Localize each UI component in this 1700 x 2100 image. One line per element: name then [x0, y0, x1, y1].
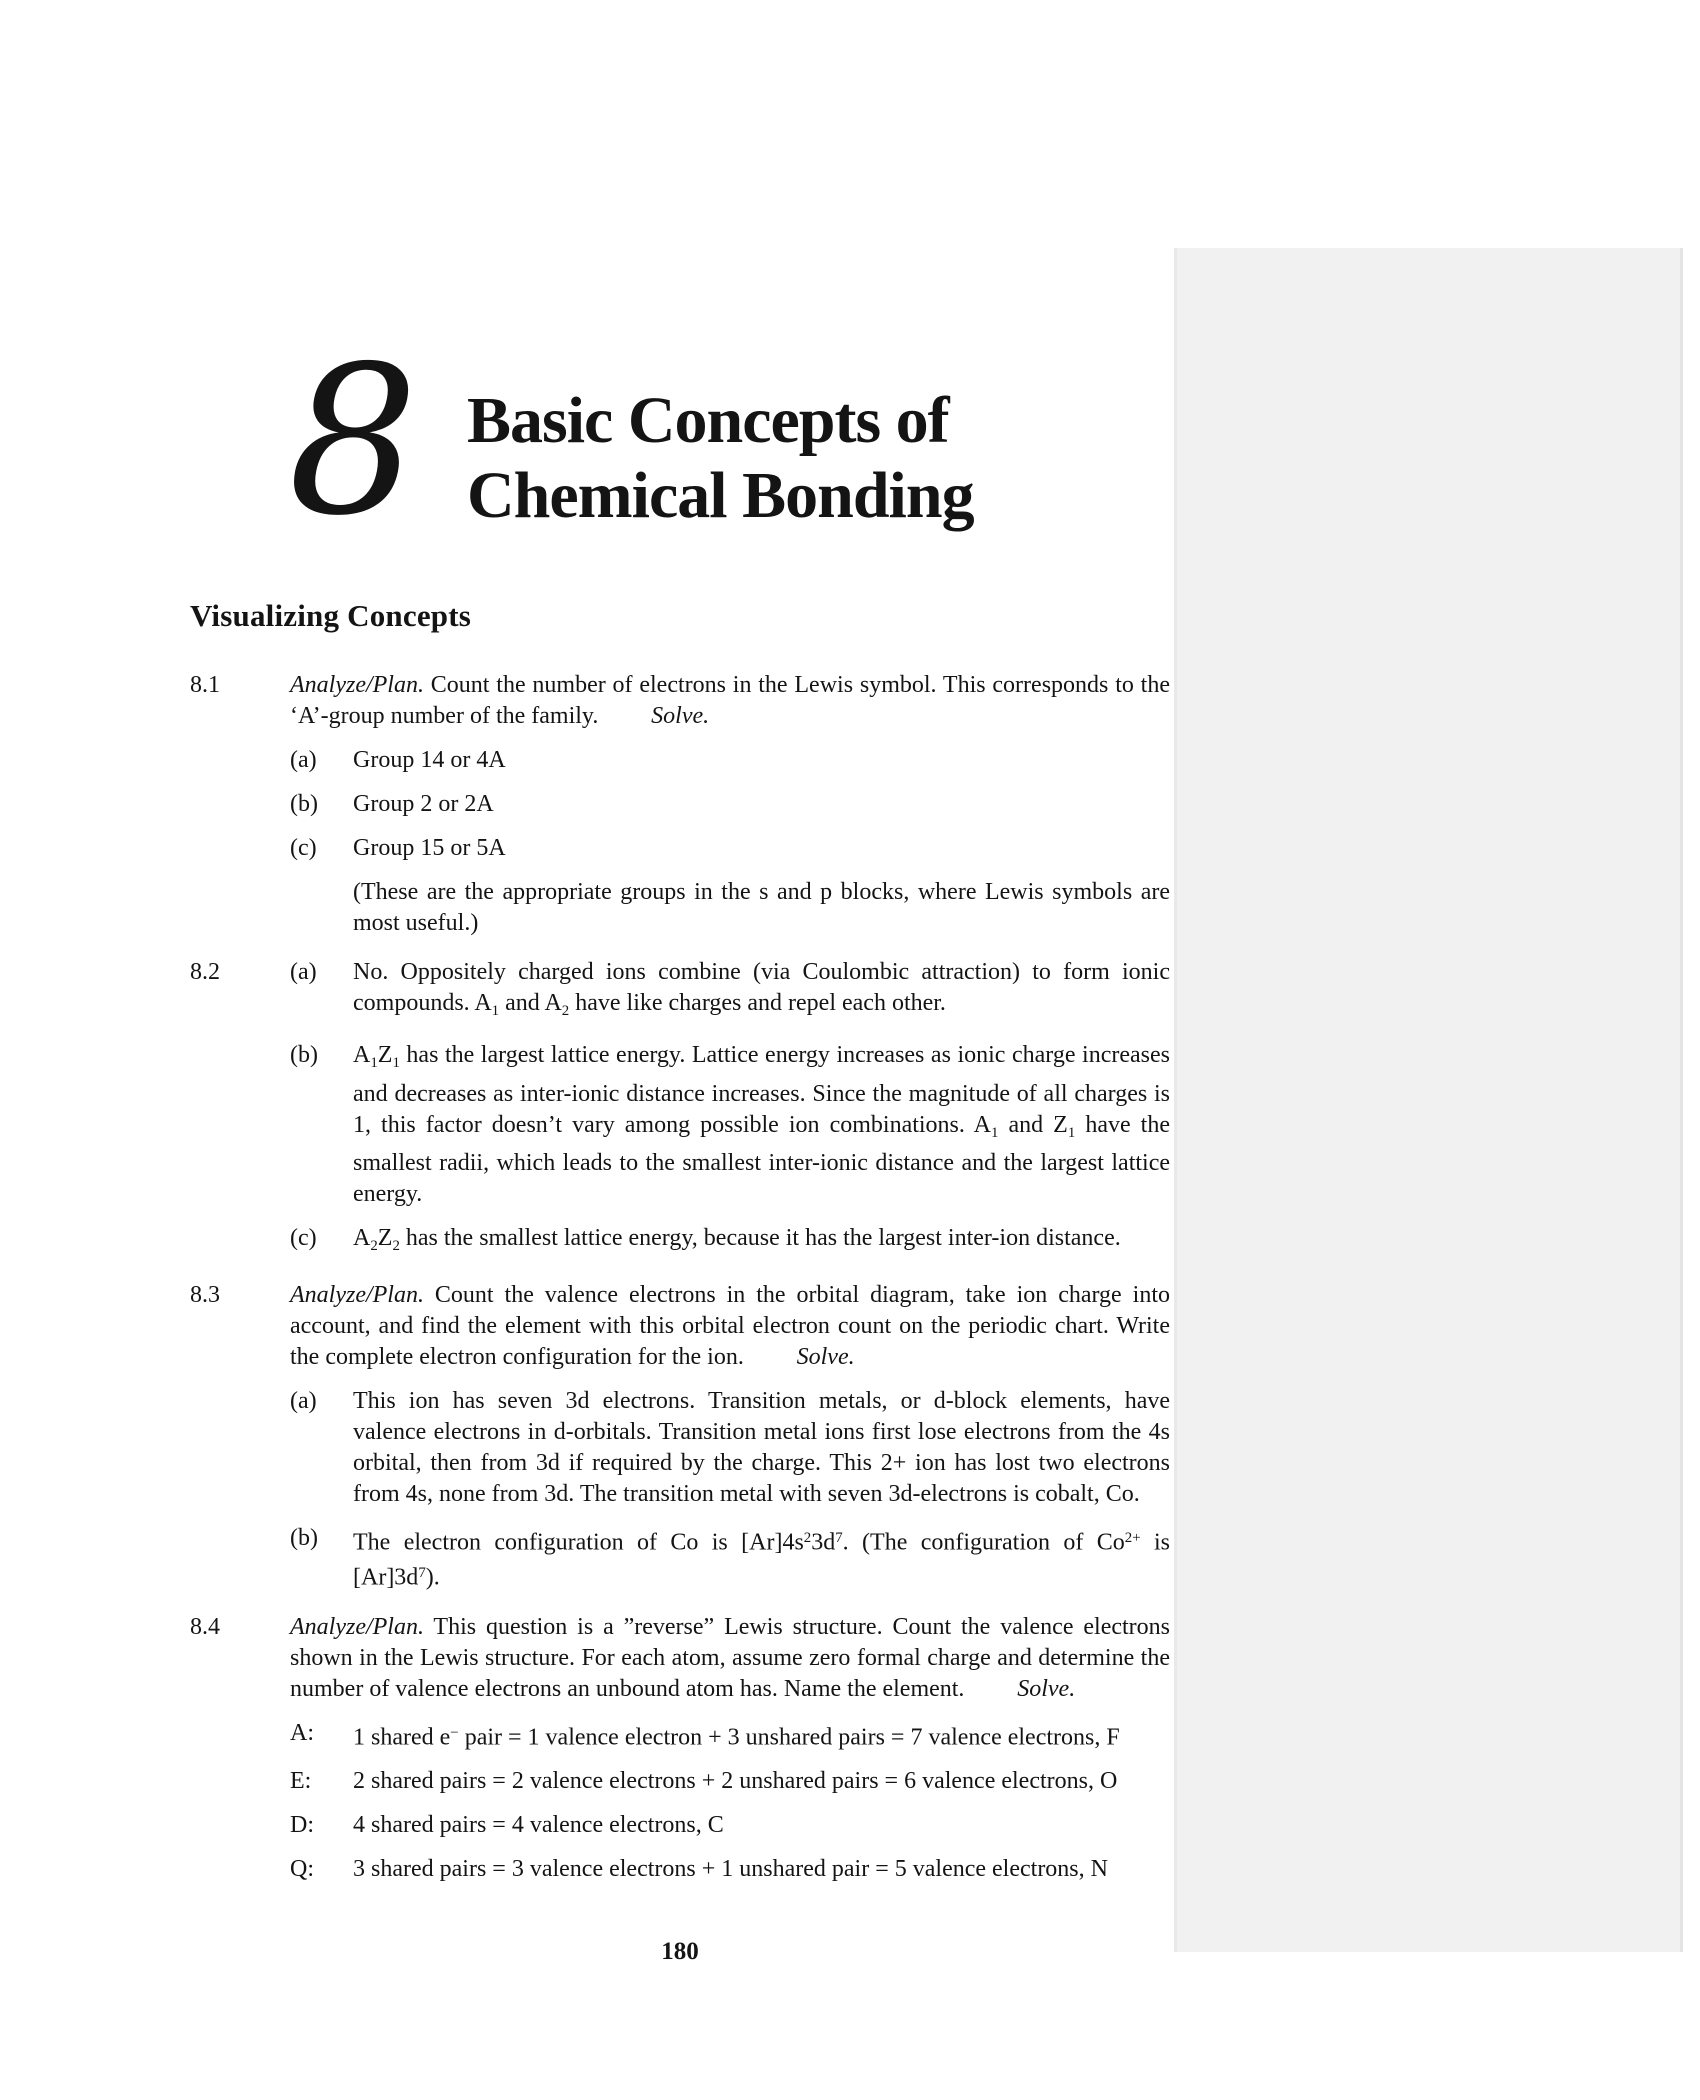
solution-item [290, 789, 1170, 820]
solution-item [290, 745, 1170, 776]
problem-number: 8.2 [190, 959, 220, 985]
problem-number: 8.1 [190, 672, 220, 698]
problem-intro: Analyze/Plan. This question is a ”reverse” Lewis structure. Count the valence electrons shown in the Lewis structure. For each atom, assume zero formal charge and determine the number of valence electrons an unbound atom has. Name the element. Solve. [290, 1613, 1170, 1702]
problem-body [290, 670, 1170, 939]
item-label: (a) [290, 959, 317, 985]
problem-8-2 [190, 957, 1170, 1262]
item-label: E: [290, 1768, 312, 1795]
problem-intro: Analyze/Plan. Count the number of electrons in the Lewis symbol. This corresponds to the ‘A’-group number of the family. Solve. [290, 672, 1170, 729]
solution-item [290, 1766, 1170, 1797]
item-text: (These are the appropriate groups in the s and p blocks, where Lewis symbols are most useful.) [353, 879, 1170, 936]
solution-item [290, 957, 1170, 1027]
item-label: (b) [290, 791, 318, 817]
item-label: (b) [290, 1041, 318, 1068]
problem-8-1 [190, 670, 1170, 939]
solution-item [290, 1523, 1170, 1594]
problem-8-4 [190, 1612, 1170, 1885]
page-number: 180 [661, 1938, 699, 1965]
item-text: A1Z1 has the largest lattice energy. Lattice energy increases as ionic charge increases and decreases as inter-ionic distance increases. Since the magnitude of all charges is 1, this factor doesn’t vary among possible ion combinations. A1 and Z1 have the smallest radii, which leads to the smallest inter-ionic distance and the largest lattice energy. [353, 1041, 1170, 1208]
page-margin-panel [1174, 248, 1683, 1952]
solution-item [290, 1223, 1170, 1262]
item-label: D: [290, 1812, 314, 1839]
chapter-title [467, 383, 974, 533]
page-content [190, 598, 1170, 1885]
item-text: 4 shared pairs = 4 valence electrons, C [353, 1812, 724, 1839]
section-heading: Visualizing Concepts [190, 598, 472, 633]
problem-number: 8.4 [190, 1613, 220, 1640]
item-label: (c) [290, 835, 317, 861]
item-label: (a) [290, 1388, 317, 1414]
problem-body [290, 957, 1170, 1262]
item-text: Group 2 or 2A [353, 791, 494, 817]
item-label: (a) [290, 747, 317, 773]
item-text: This ion has seven 3d electrons. Transition metals, or d-block elements, have valence electrons in d-orbitals. Transition metal ions first lose electrons from the 4s orbital, then from 3d if required by the charge. This 2+ ion has lost two electrons from 4s, none from 3d. The transition metal with seven 3d-electrons is cobalt, Co. [353, 1388, 1170, 1507]
problem-body [290, 1280, 1170, 1594]
problem-intro: Analyze/Plan. Count the valence electrons in the orbital diagram, take ion charge into account, and find the element with this orbital electron count on the periodic chart. Write the complete electron configuration for the ion. Solve. [290, 1282, 1170, 1370]
solution-item-note [290, 877, 1170, 939]
chapter-title-line-2: Chemical Bonding [467, 459, 974, 532]
item-text: No. Oppositely charged ions combine (via Coulombic attraction) to form ionic compounds. A1 and A2 have like charges and repel each other. [353, 959, 1170, 1019]
solution-item [290, 833, 1170, 864]
item-label: (c) [290, 1225, 317, 1252]
problem-8-3 [190, 1280, 1170, 1594]
solution-item [290, 1386, 1170, 1510]
chapter-title-line-1: Basic Concepts of [467, 384, 949, 457]
item-text: 2 shared pairs = 2 valence electrons + 2 unshared pairs = 6 valence electrons, O [353, 1768, 1118, 1795]
item-label [290, 877, 353, 939]
problem-number: 8.3 [190, 1282, 220, 1308]
item-text: Group 15 or 5A [353, 835, 506, 861]
item-text: 3 shared pairs = 3 valence electrons + 1 unshared pair = 5 valence electrons, N [353, 1856, 1108, 1883]
solution-item [290, 1854, 1170, 1885]
item-text: A2Z2 has the smallest lattice energy, because it has the largest inter-ion distance. [353, 1225, 1121, 1254]
item-text: Group 14 or 4A [353, 747, 506, 773]
problem-body [290, 1612, 1170, 1885]
item-text: 1 shared e− pair = 1 valence electron + 3 unshared pairs = 7 valence electrons, F [353, 1724, 1120, 1751]
solution-item [290, 1040, 1170, 1211]
solution-item [290, 1810, 1170, 1841]
item-label: Q: [290, 1856, 314, 1883]
chapter-number: 8 [288, 323, 419, 561]
item-label: (b) [290, 1525, 318, 1551]
item-label: A: [290, 1719, 314, 1746]
item-text: The electron configuration of Co is $[Ar]4s^23d^7$. (The configuration of $Co^{2+}$ is $[Ar]3d^7$). [353, 1529, 1170, 1591]
solution-item [290, 1718, 1170, 1753]
